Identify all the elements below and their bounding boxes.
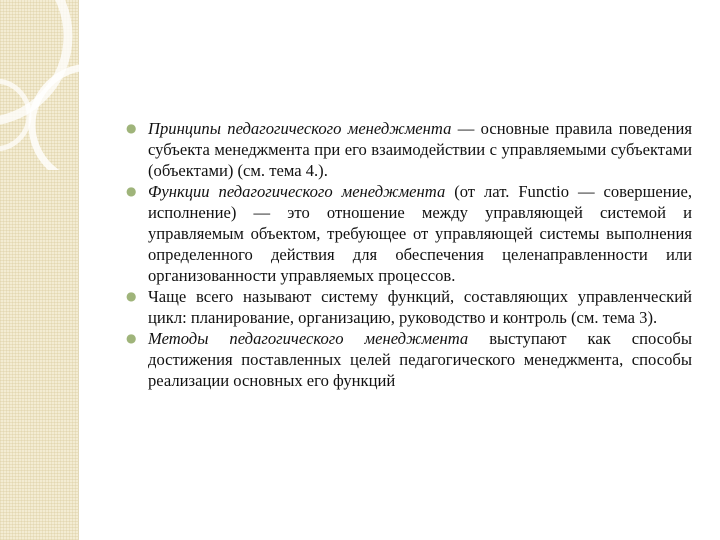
list-item xyxy=(126,328,692,391)
bullet-list xyxy=(126,118,692,391)
item-text: (от лат. Functio — совершение, исполнение) — это отношение между управляющей системой и управляемым объектом, требующее от управляющей системы выполнения определенного действия для обеспечения целенаправленности или организованности управляемых процессов. xyxy=(148,182,692,285)
item-text: выступают как способы достижения поставленных целей педагогического менеджмента, способы реализации основных его функций xyxy=(148,329,693,390)
bullet-icon: ● xyxy=(126,184,137,198)
bullet-icon: ● xyxy=(126,331,137,345)
list-item xyxy=(126,118,692,181)
list-item xyxy=(126,181,692,286)
item-text: Чаще всего называют систему функций, составляющих управленческий цикл: планирование, организацию, руководство и контроль (см. тема 3). xyxy=(148,287,692,327)
term-functions: Функции педагогического менеджмента xyxy=(148,182,446,201)
bullet-icon: ● xyxy=(126,121,137,135)
list-item xyxy=(126,286,692,328)
term-principles: Принципы педагогического менеджмента xyxy=(148,119,452,138)
item-text: — основные правила поведения субъекта менеджмента при его взаимодействии с управляемыми субъектами (объектами) (см. тема 4.). xyxy=(148,119,692,180)
term-methods: Методы педагогического менеджмента xyxy=(148,329,469,348)
bullet-icon: ● xyxy=(126,289,137,303)
